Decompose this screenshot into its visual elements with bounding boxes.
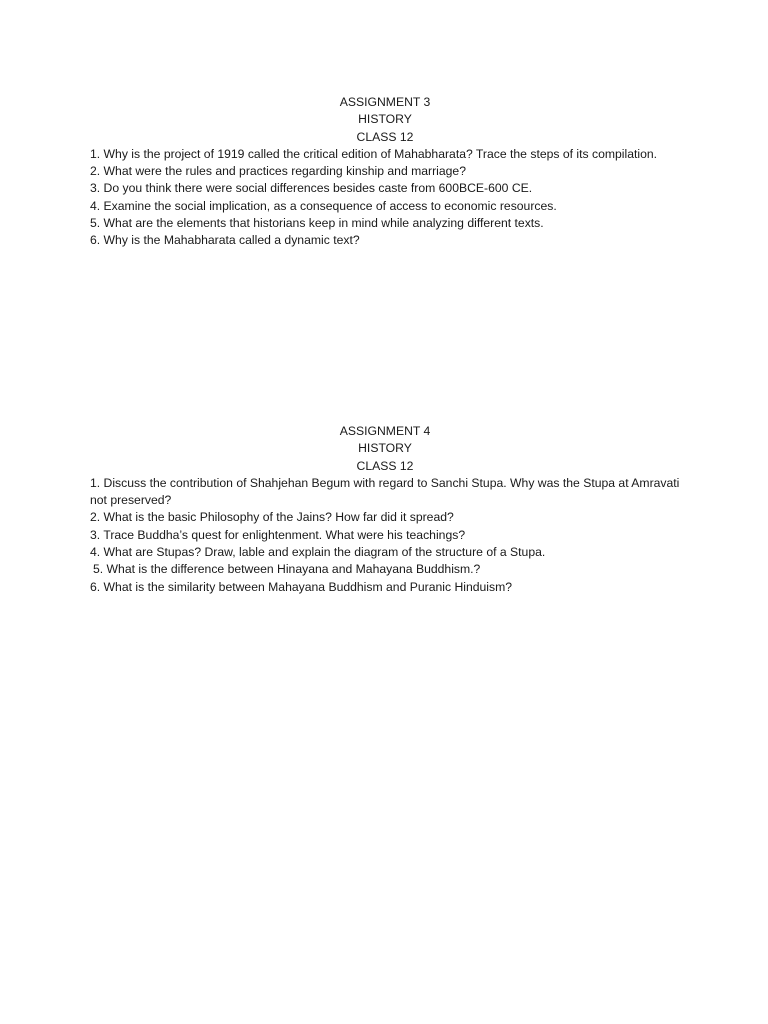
question-item: 2. What is the basic Philosophy of the Jains? How far did it spread? bbox=[90, 510, 454, 525]
question-item: 3. Do you think there were social differences besides caste from 600BCE-600 CE. bbox=[90, 181, 533, 196]
question-item: 2. What were the rules and practices regarding kinship and marriage? bbox=[90, 164, 466, 179]
question-item: 3. Trace Buddha’s quest for enlightenment. What were his teachings? bbox=[90, 527, 466, 542]
question-item: 6. Why is the Mahabharata called a dynamic text? bbox=[90, 233, 360, 248]
assignment-subject: HISTORY bbox=[358, 112, 412, 127]
question-item: 4. Examine the social implication, as a consequence of access to economic resources. bbox=[90, 198, 557, 213]
assignment-4-section bbox=[90, 423, 680, 596]
question-item: 5. What are the elements that historians keep in mind while analyzing different texts. bbox=[90, 216, 544, 231]
assignment-class: CLASS 12 bbox=[356, 129, 414, 144]
assignment-subject: HISTORY bbox=[358, 441, 412, 456]
question-item: 1. Discuss the contribution of Shahjehan Begum with regard to Sanchi Stupa. Why was the Stupa at Amravati not preserved? bbox=[90, 475, 680, 508]
question-item: 5. What is the difference between Hinayana and Mahayana Buddhism.? bbox=[93, 562, 481, 577]
question-item: 6. What is the similarity between Mahayana Buddhism and Puranic Hinduism? bbox=[90, 579, 513, 594]
question-item: 4. What are Stupas? Draw, lable and explain the diagram of the structure of a Stupa. bbox=[90, 545, 546, 560]
assignment-class: CLASS 12 bbox=[356, 458, 414, 473]
assignment-title: ASSIGNMENT 4 bbox=[339, 424, 431, 438]
assignment-3-section bbox=[90, 94, 680, 250]
assignment-title: ASSIGNMENT 3 bbox=[339, 95, 431, 109]
question-item: 1. Why is the project of 1919 called the critical edition of Mahabharata? Trace the steps of its compilation. bbox=[90, 146, 658, 161]
